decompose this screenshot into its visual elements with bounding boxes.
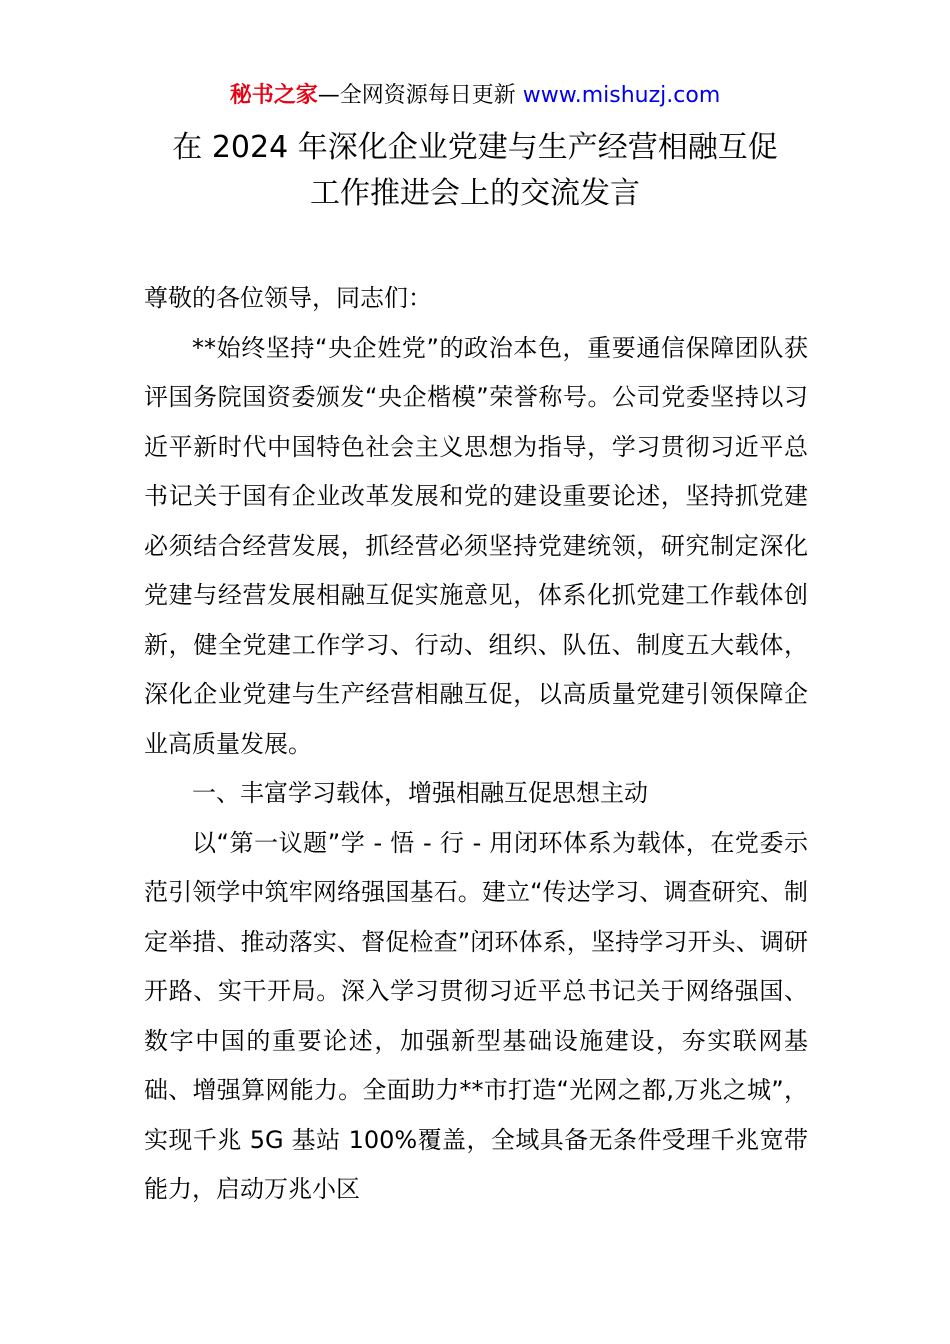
title-line-1: 在 2024 年深化企业党建与生产经营相融互促 [172,130,778,165]
document-body [144,274,808,1215]
site-url-link[interactable]: www.mishuzj.com [522,83,721,108]
paragraph-intro: **始终坚持“央企姓党”的政治本色，重要通信保障团队获评国务院国资委颁发“央企楷模”荣誉称号。公司党委坚持以习近平新时代中国特色社会主义思想为指导，学习贯彻习近平总书记关于国有企业改革发展和党的建设重要论述，坚持抓党建必须结合经营发展，抓经营必须坚持党建统领，研究制定深化党建与经营发展相融互促实施意见，体系化抓党建工作载体创新，健全党建工作学习、行动、组织、队伍、制度五大载体，深化企业党建与生产经营相融互促，以高质量党建引领保障企业高质量发展。 [144,333,808,758]
document-title [0,125,950,217]
section-heading-1: 一、丰富学习载体，增强相融互促思想主动 [192,779,648,807]
title-line-2: 工作推进会上的交流发言 [310,176,640,211]
header-slogan: —全网资源每日更新 [317,83,523,108]
brand-name: 秘书之家 [229,83,318,108]
paragraph-section-1: 以“第一议题”学 - 悟 - 行 - 用闭环体系为载体，在党委示范引领学中筑牢网络强国基石。建立“传达学习、调查研究、制定举措、推动落实、督促检查”闭环体系，坚持学习开头、调研开路、实干开局。深入学习贯彻习近平总书记关于网络强国、数字中国的重要论述，加强新型基础设施建设，夯实联网基础、增强算网能力。全面助力**市打造“光网之都,万兆之城”，实现千兆 5G 基站 100%覆盖，全域具备无条件受理千兆宽带能力，启动万兆小区 [144,828,808,1203]
salutation: 尊敬的各位领导，同志们： [144,284,432,312]
site-header [0,80,950,112]
